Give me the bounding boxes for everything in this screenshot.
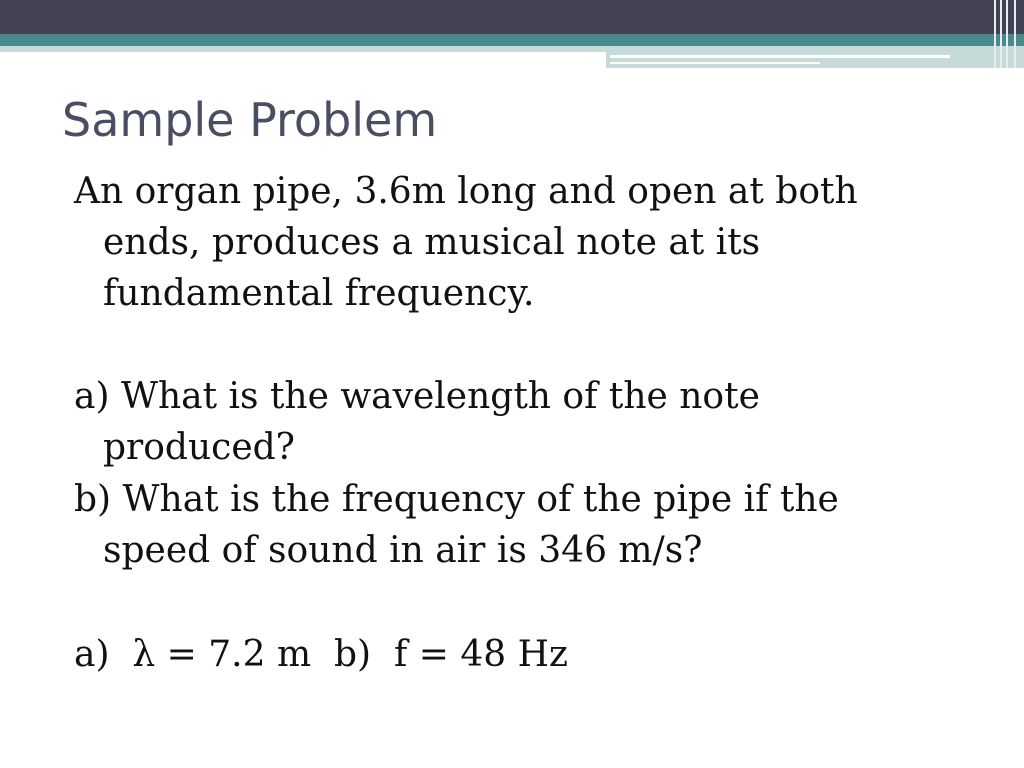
question-b-line-2: speed of sound in air is 346 m/s? — [103, 530, 703, 571]
slide-title: Sample Problem — [62, 93, 438, 147]
question-b-line-1: b) What is the frequency of the pipe if the — [74, 479, 839, 520]
header-accent-line-short — [610, 62, 820, 64]
question-b — [74, 474, 974, 576]
header-teal-band — [0, 34, 1024, 46]
problem-statement — [74, 166, 974, 319]
problem-line-1: An organ pipe, 3.6m long and open at both — [74, 171, 858, 212]
header-dark-band — [0, 0, 1024, 34]
question-a-line-1: a) What is the wavelength of the note — [74, 376, 760, 417]
header-vertical-stripes — [988, 0, 1024, 68]
problem-line-2: ends, produces a musical note at its — [103, 222, 761, 263]
problem-line-3: fundamental frequency. — [103, 273, 535, 314]
answers-text: a) λ = 7.2 m b) f = 48 Hz — [74, 634, 568, 675]
header-accent-line — [610, 55, 950, 58]
answers — [74, 629, 974, 680]
question-a — [74, 371, 974, 473]
question-a-line-2: produced? — [103, 427, 295, 468]
